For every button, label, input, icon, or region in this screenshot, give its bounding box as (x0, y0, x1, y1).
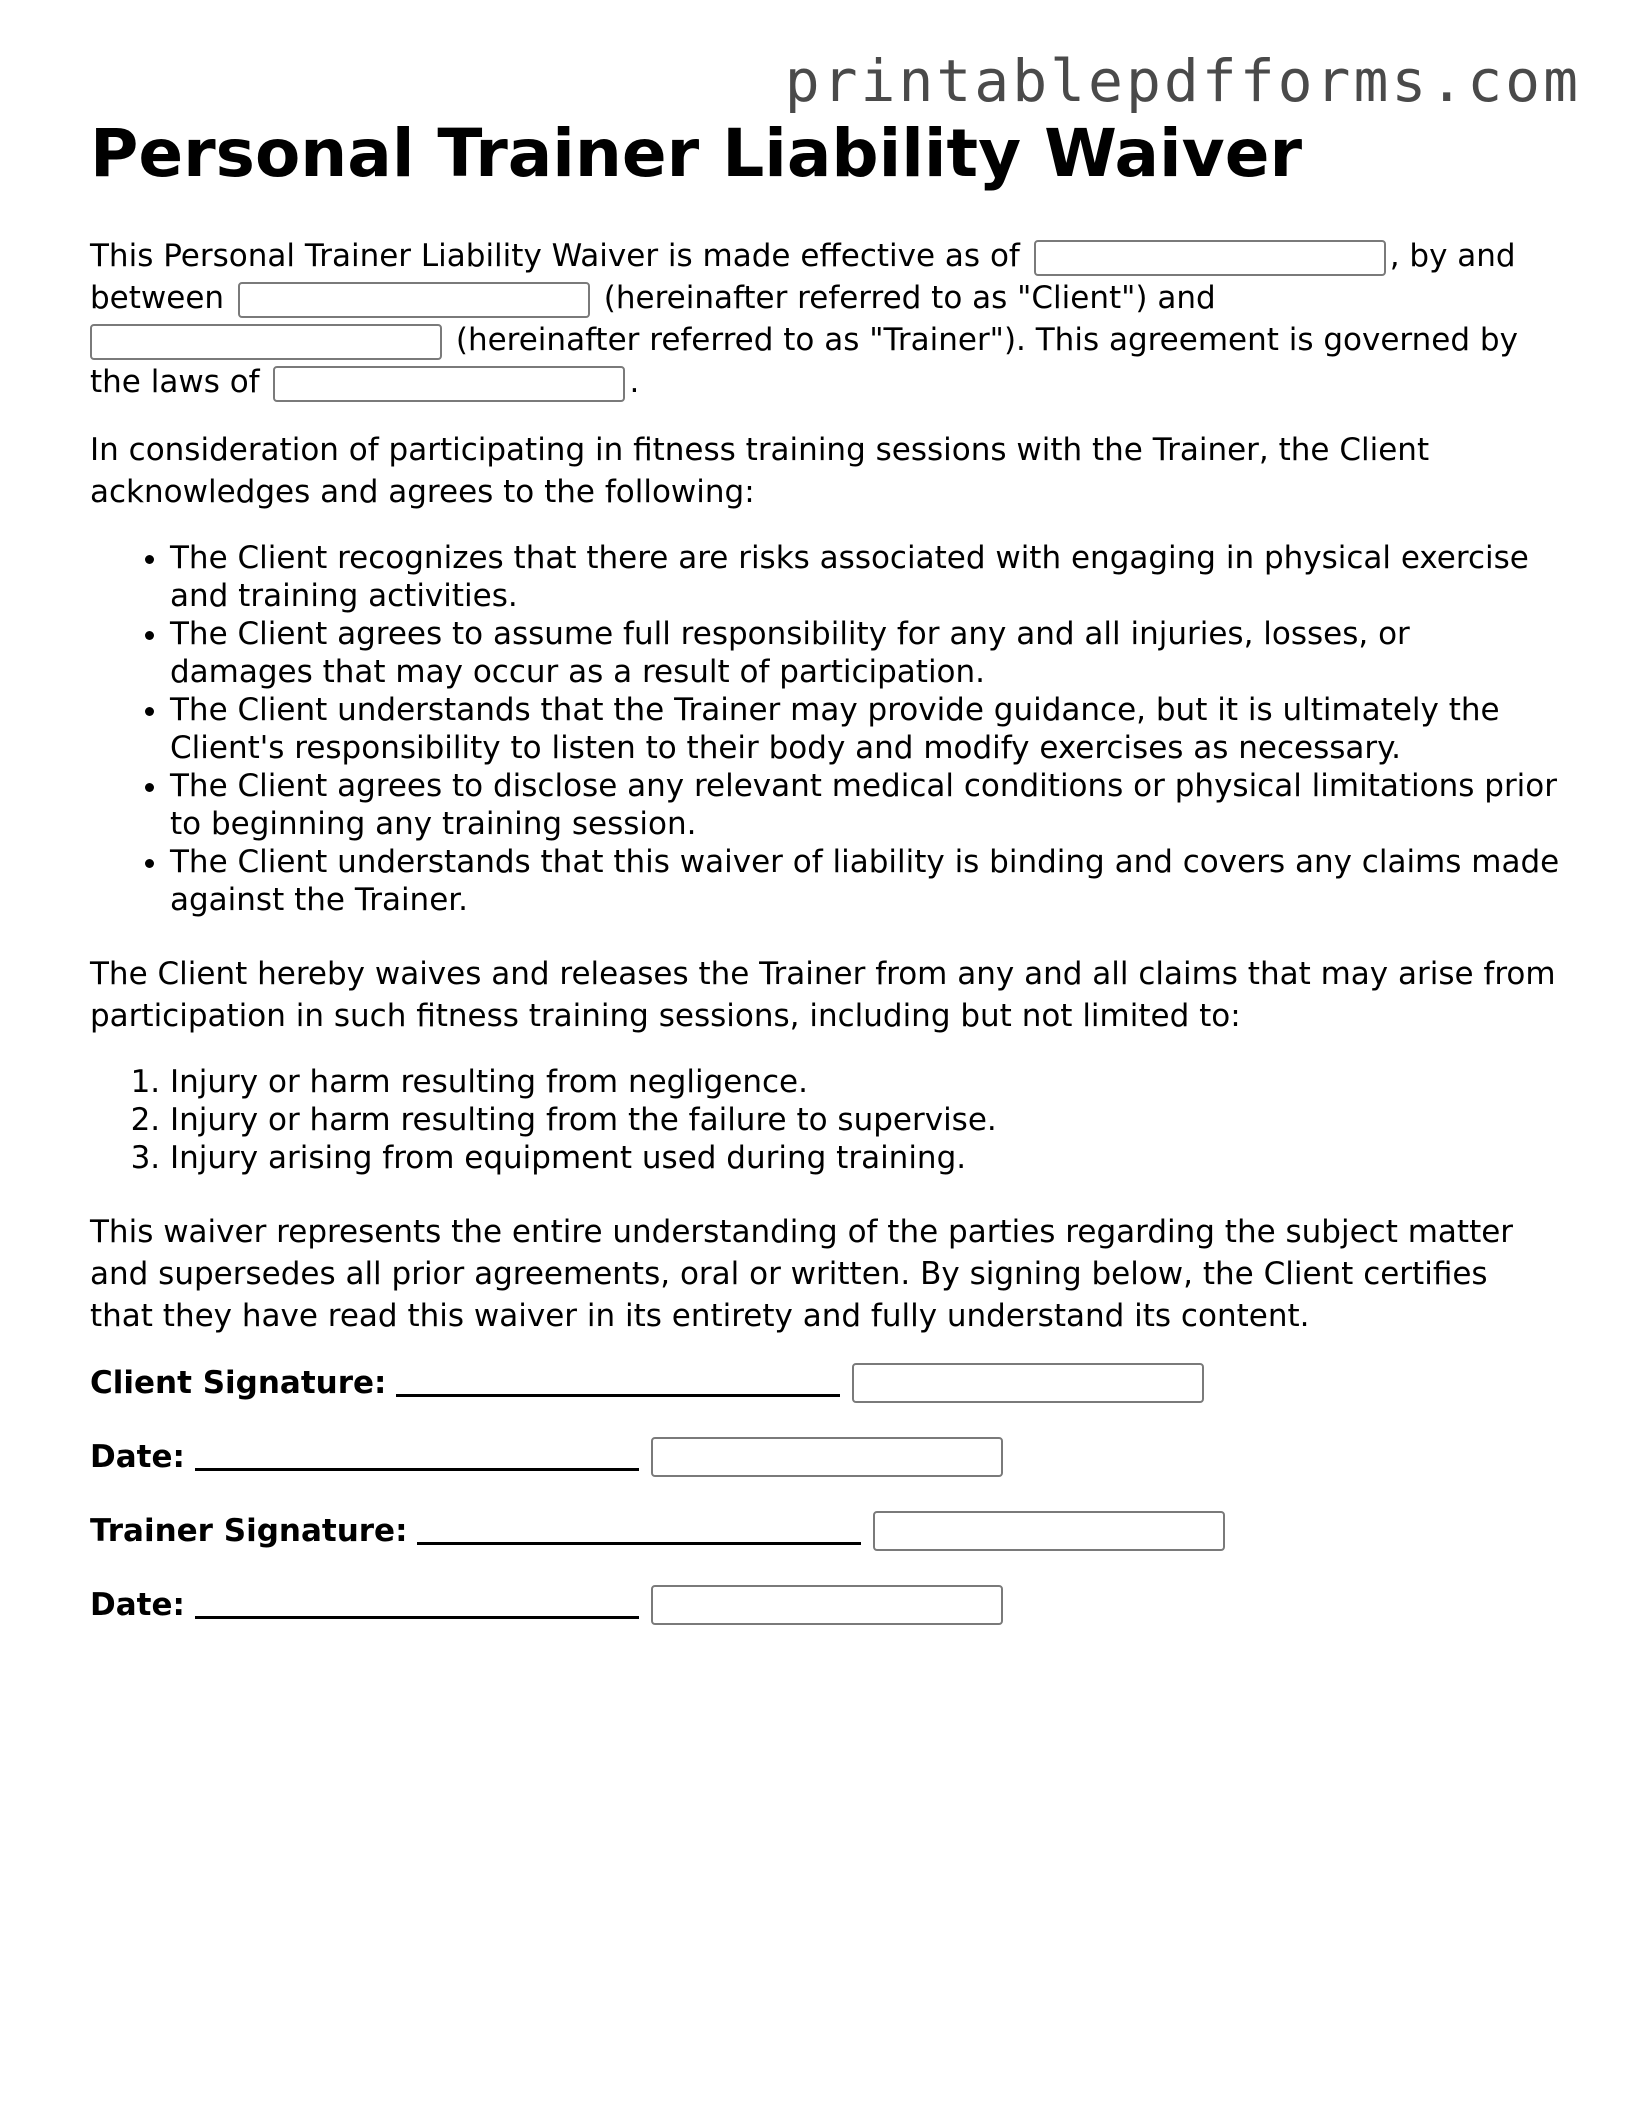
trainer-signature-field[interactable] (873, 1511, 1225, 1551)
intro-paragraph (90, 235, 1560, 403)
trainer-date-line (195, 1590, 639, 1619)
list-item: 2. Injury or harm resulting from the failure to supervise. (170, 1101, 1560, 1139)
client-date-line (195, 1442, 639, 1471)
trainer-signature-label: Trainer Signature: (90, 1512, 408, 1549)
client-signature-row (90, 1363, 1560, 1403)
document-title: Personal Trainer Liability Waiver (90, 115, 1303, 192)
trainer-date-label: Date: (90, 1586, 185, 1623)
claims-list (90, 1063, 1560, 1177)
consideration-paragraph: In consideration of participating in fitness training sessions with the Trainer, the Client acknowledges and agrees to the following: (90, 431, 1430, 510)
intro-text-2: , by and between (90, 237, 1516, 316)
list-item: • The Client understands that the Trainer may provide guidance, but it is ultimately the Client's responsibility to listen to their body and modify exercises as necessary. (170, 691, 1560, 767)
list-item: • The Client recognizes that there are risks associated with engaging in physical exercise and training activities. (170, 539, 1560, 615)
list-item: 1. Injury or harm resulting from negligence. (170, 1063, 1560, 1101)
list-item: • The Client agrees to disclose any relevant medical conditions or physical limitations prior to beginning any training session. (170, 767, 1560, 843)
list-item: • The Client understands that this waiver of liability is binding and covers any claims made against the Trainer. (170, 843, 1560, 919)
client-signature-label: Client Signature: (90, 1364, 387, 1401)
intro-text-1: This Personal Trainer Liability Waiver is made effective as of (90, 237, 1020, 274)
document-page (90, 115, 1560, 1659)
effective-date-field[interactable] (1034, 240, 1386, 276)
trainer-date-field[interactable] (651, 1585, 1003, 1625)
client-date-field[interactable] (651, 1437, 1003, 1477)
intro-text-5: . (629, 363, 640, 400)
trainer-date-row (90, 1585, 1560, 1625)
trainer-name-field[interactable] (90, 324, 442, 360)
client-signature-field[interactable] (852, 1363, 1204, 1403)
governing-law-field[interactable] (273, 366, 625, 402)
client-date-label: Date: (90, 1438, 185, 1475)
client-name-field[interactable] (238, 282, 590, 318)
trainer-signature-row (90, 1511, 1560, 1551)
intro-text-4: (hereinafter referred to as "Trainer"). This agreement is governed by the laws of (90, 321, 1518, 400)
watermark: printablepdfforms.com (784, 47, 1581, 115)
intro-text-3: (hereinafter referred to as "Client") and (603, 279, 1216, 316)
list-item: • The Client agrees to assume full responsibility for any and all injuries, losses, or damages that may occur as a result of participation. (170, 615, 1560, 691)
client-date-row (90, 1437, 1560, 1477)
list-item: 3. Injury arising from equipment used during training. (170, 1139, 1560, 1177)
client-signature-line (396, 1368, 840, 1397)
acknowledgements-list (90, 539, 1560, 919)
entire-agreement-paragraph: This waiver represents the entire understanding of the parties regarding the subject matter and supersedes all prior agreements, oral or written. By signing below, the Client certifies that they have read this waiver in its entirety and fully understand its content. (90, 1213, 1514, 1334)
trainer-signature-line (417, 1516, 861, 1545)
release-paragraph: The Client hereby waives and releases the Trainer from any and all claims that may arise from participation in such fitness training sessions, including but not limited to: (90, 955, 1556, 1034)
